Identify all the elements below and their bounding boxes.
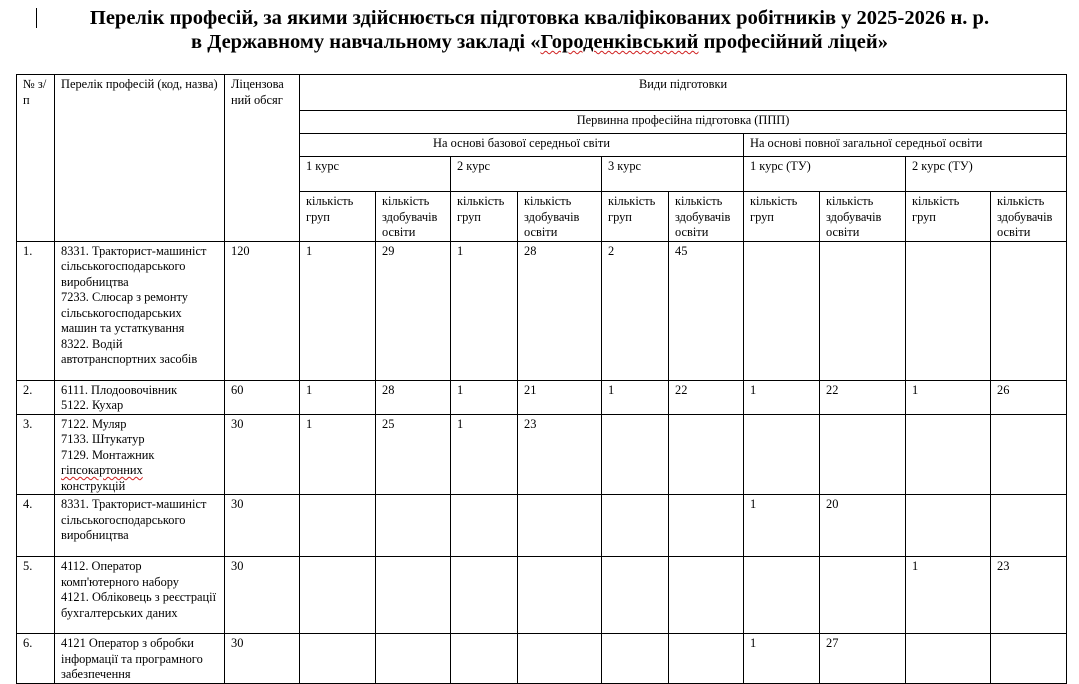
table-row	[17, 557, 1067, 634]
row-cell	[991, 495, 1067, 557]
row-cell	[991, 414, 1067, 495]
row-cell	[376, 495, 451, 557]
table-row	[17, 495, 1067, 557]
row-cell	[669, 634, 744, 684]
row-cell	[518, 495, 602, 557]
row-cell	[602, 414, 669, 495]
header-course-1-tu: 1 курс (ТУ)	[744, 157, 906, 192]
subtitle-suffix: професійний ліцей»	[698, 31, 888, 53]
row-cell	[602, 634, 669, 684]
row-cell	[906, 414, 991, 495]
row-cell	[669, 495, 744, 557]
row-cell	[744, 557, 820, 634]
row-cell	[376, 634, 451, 684]
header-groups: кількість груп	[300, 192, 376, 242]
row-cell	[518, 634, 602, 684]
row-cell	[820, 414, 906, 495]
table-row	[17, 414, 1067, 495]
header-students: кількість здобувачів освіти	[820, 192, 906, 242]
row-license: 30	[225, 414, 300, 495]
row-cell: 1	[451, 414, 518, 495]
subtitle-prefix: в Державному навчальному закладі «	[191, 31, 541, 53]
row-cell	[451, 495, 518, 557]
row-cell: 20	[820, 495, 906, 557]
row-cell: 1	[906, 380, 991, 414]
institution-name: Городенківський	[540, 31, 699, 53]
row-profession: 4112. Оператор комп'ютерного набору 4121. Обліковець з реєстрації бухгалтерських даних	[55, 557, 225, 634]
row-num: 4.	[17, 495, 55, 557]
header-groups: кількість груп	[451, 192, 518, 242]
table-row	[17, 380, 1067, 414]
row-cell	[602, 495, 669, 557]
row-cell: 1	[906, 557, 991, 634]
header-license: Ліцензова ний обсяг	[225, 75, 300, 242]
row-profession: 6111. Плодоовочівник 5122. Кухар	[55, 380, 225, 414]
row-num: 2.	[17, 380, 55, 414]
row-cell	[744, 414, 820, 495]
professions-table	[16, 74, 1067, 684]
row-cell	[820, 557, 906, 634]
row-cell: 29	[376, 241, 451, 380]
row-cell	[906, 241, 991, 380]
row-license: 120	[225, 241, 300, 380]
header-full: На основі повної загальної середньої освіти	[744, 134, 1067, 157]
row-cell: 2	[602, 241, 669, 380]
row-cell: 28	[518, 241, 602, 380]
row-profession	[55, 414, 225, 495]
row-cell	[451, 557, 518, 634]
header-students: кількість здобувачів освіти	[376, 192, 451, 242]
row-cell: 27	[820, 634, 906, 684]
row-cell	[376, 557, 451, 634]
header-groups: кількість груп	[906, 192, 991, 242]
profession-line: 7133. Штукатур	[61, 432, 145, 446]
row-license: 60	[225, 380, 300, 414]
row-profession: 4121 Оператор з обробки інформації та програмного забезпечення	[55, 634, 225, 684]
header-students: кількість здобувачів освіти	[518, 192, 602, 242]
row-cell: 1	[300, 380, 376, 414]
row-cell: 22	[820, 380, 906, 414]
row-num: 6.	[17, 634, 55, 684]
row-cell: 45	[669, 241, 744, 380]
row-cell: 21	[518, 380, 602, 414]
row-cell: 26	[991, 380, 1067, 414]
row-cell	[991, 241, 1067, 380]
row-cell	[451, 634, 518, 684]
profession-line: конструкцій	[61, 478, 126, 493]
row-cell: 1	[744, 380, 820, 414]
row-cell: 1	[300, 241, 376, 380]
profession-line: 7122. Муляр	[61, 416, 127, 431]
row-cell: 23	[991, 557, 1067, 634]
row-cell: 25	[376, 414, 451, 495]
row-license: 30	[225, 557, 300, 634]
document-title: Перелік професій, за якими здійснюється підготовка кваліфікованих робітників у 2025-2026 н. р.	[89, 7, 990, 29]
header-course-3: 3 курс	[602, 157, 744, 192]
document-subtitle	[0, 30, 1079, 54]
header-basic: На основі базової середньої світи	[300, 134, 744, 157]
row-num: 3.	[17, 414, 55, 495]
profession-line: 7129. Монтажник	[61, 447, 155, 462]
header-profession: Перелік професій (код, назва)	[55, 75, 225, 242]
row-cell: 28	[376, 380, 451, 414]
row-license: 30	[225, 634, 300, 684]
header-course-2-tu: 2 курс (ТУ)	[906, 157, 1067, 192]
row-cell	[300, 634, 376, 684]
row-cell	[300, 495, 376, 557]
row-cell	[991, 634, 1067, 684]
table-row	[17, 241, 1067, 380]
header-students: кількість здобувачів освіти	[669, 192, 744, 242]
header-num: № з/п	[17, 75, 55, 242]
row-cell: 22	[669, 380, 744, 414]
table-row	[17, 634, 1067, 684]
row-cell: 1	[602, 380, 669, 414]
row-profession: 8331. Тракторист-машиніст сільськогосподарського виробництва 7233. Слюсар з ремонту сільськогосподарських машин та устаткування 8322. Водій автотранспортних засобів	[55, 241, 225, 380]
row-cell	[300, 557, 376, 634]
row-cell	[906, 634, 991, 684]
header-kinds: Види підготовки	[300, 75, 1067, 111]
row-cell: 1	[300, 414, 376, 495]
row-cell: 1	[451, 380, 518, 414]
header-students: кількість здобувачів освіти	[991, 192, 1067, 242]
row-num: 5.	[17, 557, 55, 634]
row-cell: 1	[451, 241, 518, 380]
row-cell	[906, 495, 991, 557]
row-cell	[602, 557, 669, 634]
header-course-1: 1 курс	[300, 157, 451, 192]
header-groups: кількість груп	[602, 192, 669, 242]
row-num: 1.	[17, 241, 55, 380]
row-cell	[820, 241, 906, 380]
profession-spellcheck-word: гіпсокартонних	[61, 463, 143, 477]
row-license: 30	[225, 495, 300, 557]
row-cell	[669, 557, 744, 634]
row-cell: 23	[518, 414, 602, 495]
header-groups: кількість груп	[744, 192, 820, 242]
row-cell	[744, 241, 820, 380]
header-ppp: Первинна професійна підготовка (ППП)	[300, 111, 1067, 134]
row-cell	[518, 557, 602, 634]
row-cell	[669, 414, 744, 495]
row-cell: 1	[744, 634, 820, 684]
row-cell: 1	[744, 495, 820, 557]
header-course-2: 2 курс	[451, 157, 602, 192]
row-profession: 8331. Тракторист-машиніст сільськогосподарського виробництва	[55, 495, 225, 557]
